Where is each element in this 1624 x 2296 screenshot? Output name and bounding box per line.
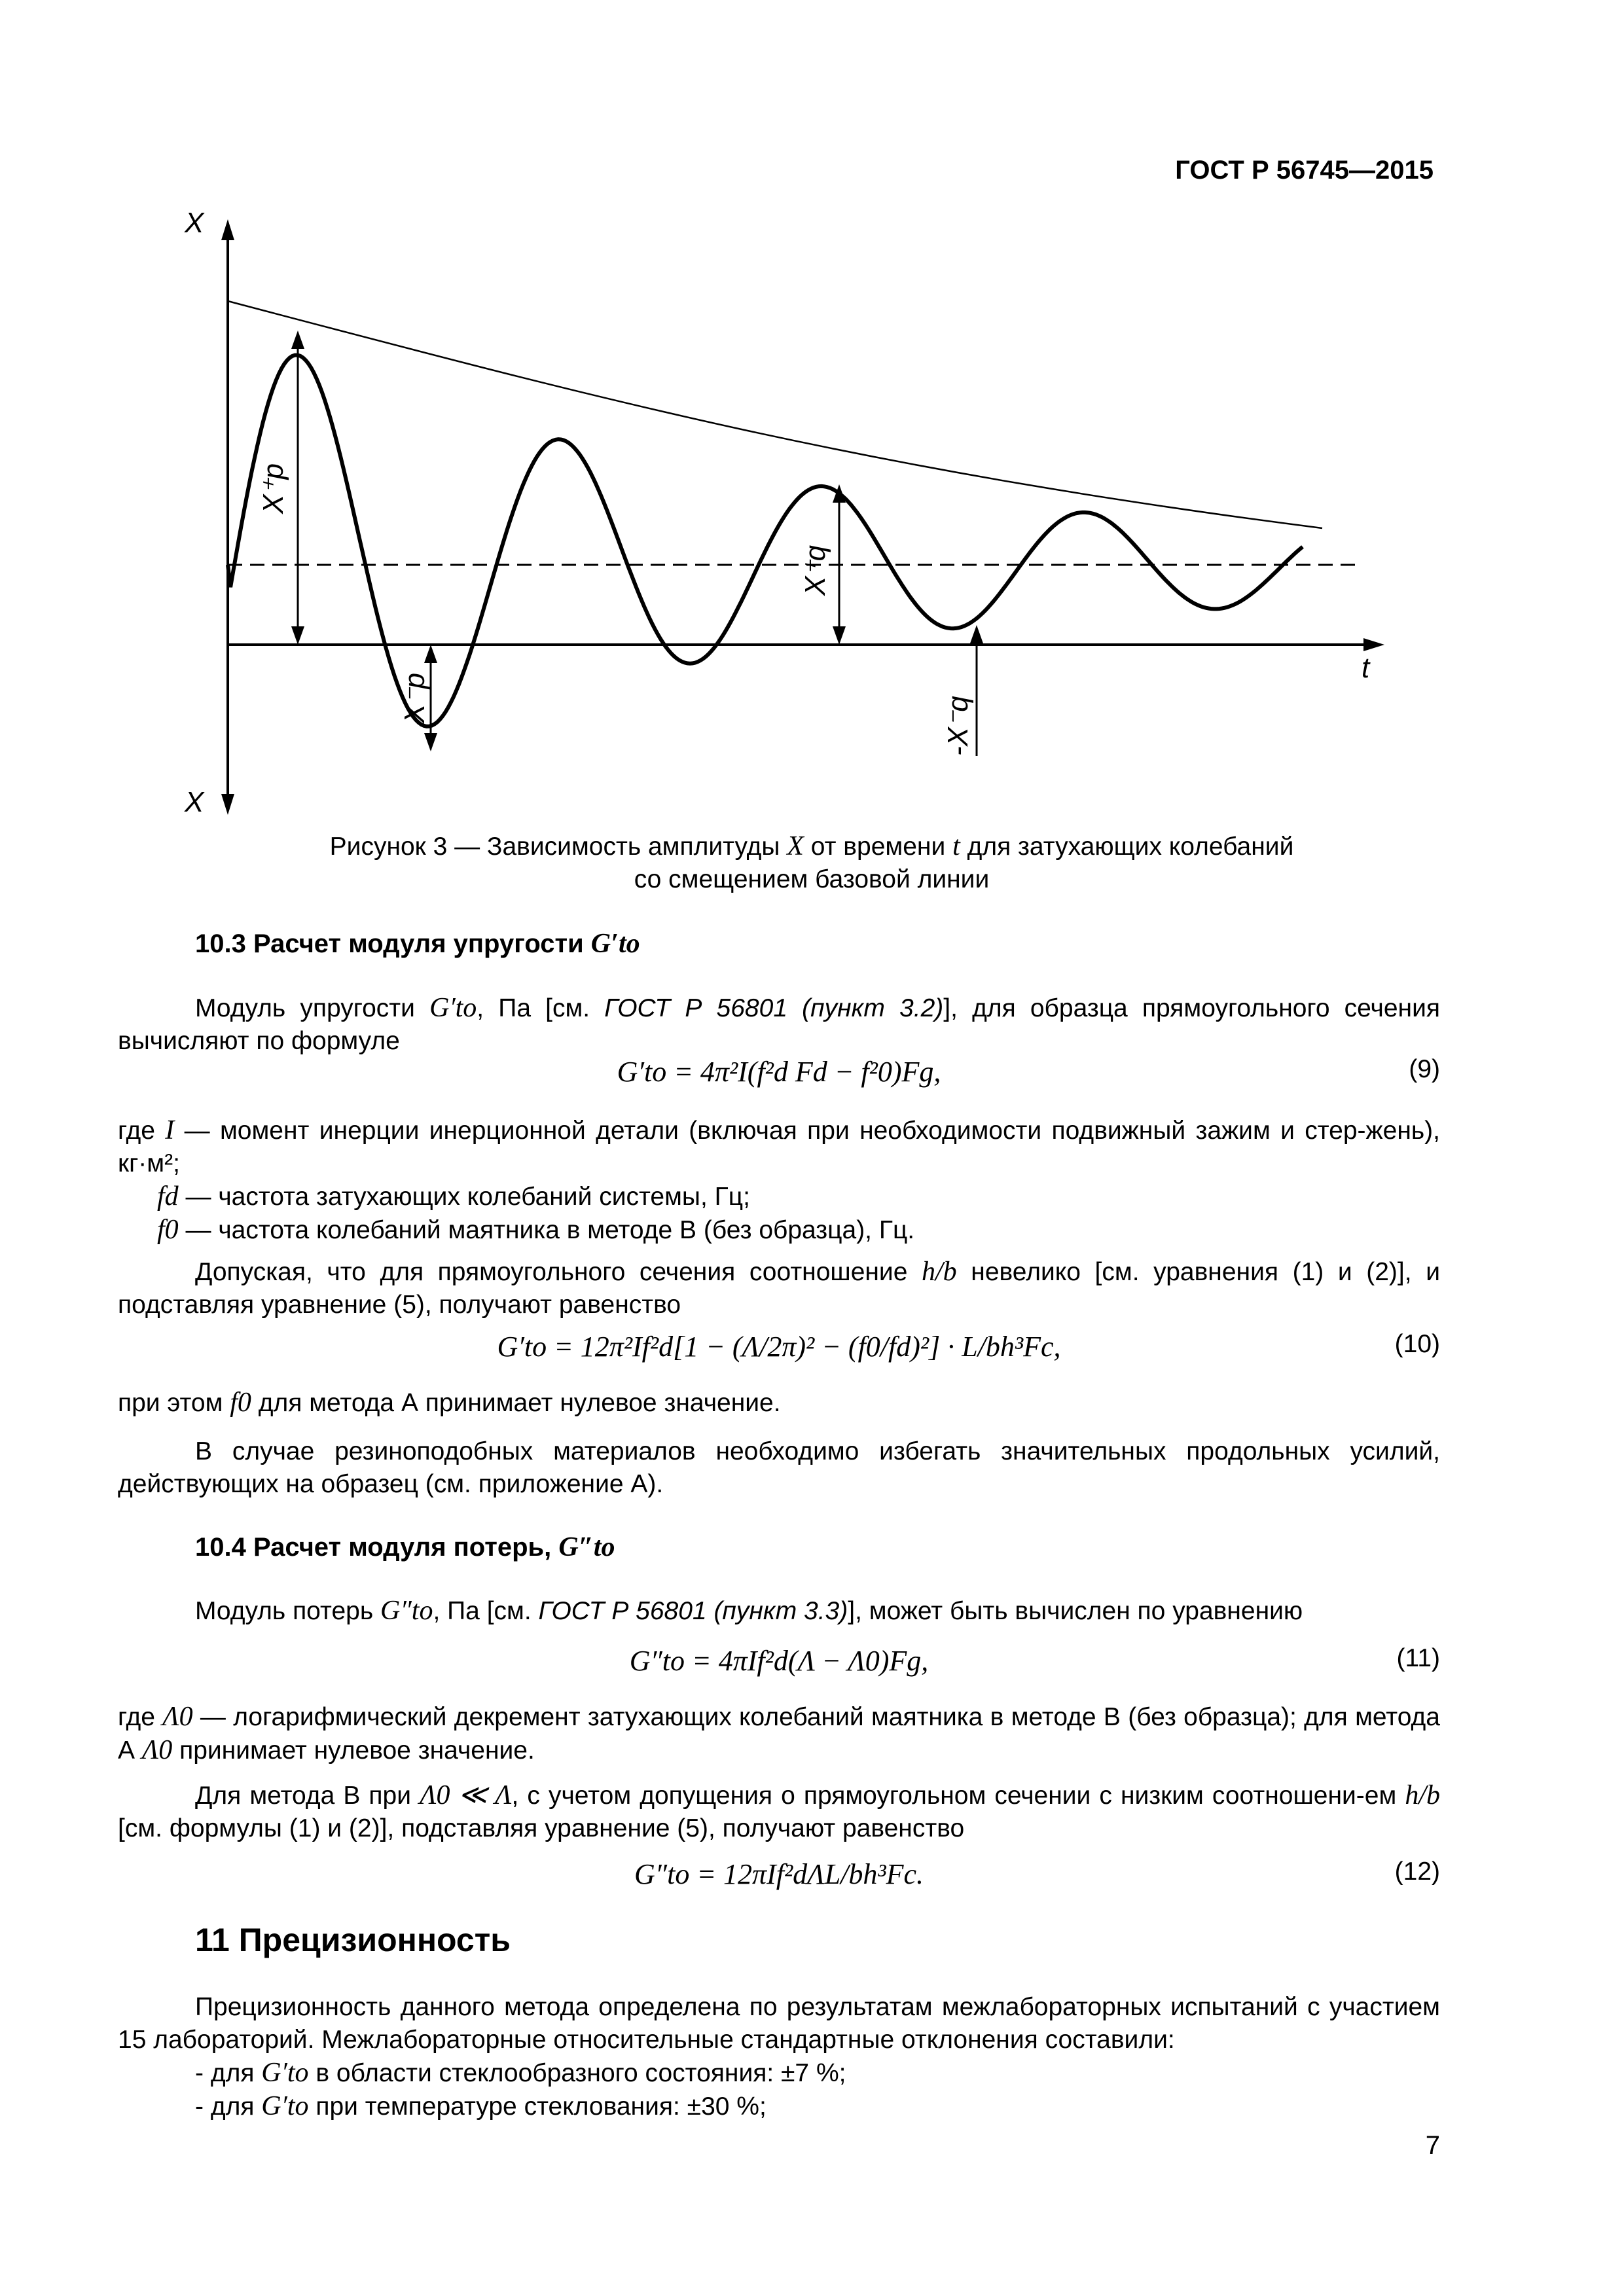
section-10-3-paragraph-2: Допуская, что для прямоугольного сечения соотношение h/b невелико [см. уравнения (1) и (2)], и подставляя уравнение (5), получают равенство <box>118 1257 1440 1319</box>
section-10-3-title: 10.3 Расчет модуля упругости G′to <box>195 929 640 959</box>
label-xp-plus: X⁺p <box>257 463 289 514</box>
section-10-4-title: 10.4 Расчет модуля потерь, G″to <box>195 1532 615 1562</box>
time-axis-arrow <box>1363 638 1384 651</box>
oscillation-curve <box>228 355 1303 726</box>
section-10-4-paragraph-3: Для метода В при Λ0 ≪ Λ, с учетом допущения о прямоугольном сечении с низким соотношени-ем h/b [см. формулы (1) и (2)], подставляя уравнение (5), получают равенство <box>118 1780 1440 1842</box>
section-11-title: 11 Прецизионность <box>195 1922 511 1958</box>
axis-label-x-bottom: X <box>185 786 204 818</box>
axis-label-x-top: X <box>185 207 204 239</box>
axis-arrow-up <box>221 219 234 240</box>
axis-label-t: t <box>1362 652 1370 684</box>
section-10-3-paragraph-3: при этом f0 для метода А принимает нулевое значение. <box>118 1388 781 1418</box>
formula-9: G′to = 4π²I(f²d Fd − f²0)Fg, (9) <box>617 1055 1440 1088</box>
formula-11: G″to = 4πIf²d(Λ − Λ0)Fg, (11) <box>629 1644 1440 1677</box>
formula-10: G′to = 12π²If²d[1 − (Λ/2π)² − (f0/fd)²] · L/bh³Fc, (10) <box>497 1330 1440 1363</box>
section-10-4-paragraph-1: Модуль потерь G″to, Па [см. ГОСТ Р 56801 (пункт 3.3)], может быть вычислен по уравнению <box>195 1596 1303 1626</box>
section-10-3-paragraph-1: Модуль упругости G′to, Па [см. ГОСТ Р 56801 (пункт 3.2)], для образца прямоугольного сечения вычисляют по формуле <box>118 993 1441 1055</box>
section-10-4-paragraph-2: где Λ0 — логарифмический декремент затухающих колебаний маятника в методе В (без образца); для метода А Λ0 принимает нулевое значение. <box>118 1702 1440 1765</box>
section-10-3-paragraph-4: В случае резиноподобных материалов необходимо избегать значительных продольных усилий, действующих на образец (см. приложение А). <box>118 1437 1440 1498</box>
formula-12: G″to = 12πIf²dΛL/bh³Fc. (12) <box>634 1857 1440 1890</box>
document-header: ГОСТ Р 56745—2015 <box>1175 156 1434 185</box>
label-xq-plus: X⁺q <box>799 545 831 596</box>
envelope-curve <box>228 301 1322 528</box>
axis-arrow-down <box>221 794 234 815</box>
page-number: 7 <box>1425 2131 1440 2160</box>
section-11-paragraph-1: Прецизионность данного метода определена по результатам межлабораторных испытаний с участием 15 лабораторий. Межлабораторные относительные стандартные отклонения составили: - для G′to в области стеклообразного состояния: ±7 %; - для G′to при температуре стеклования: ±30 %; <box>118 1993 1440 2121</box>
label-xp-minus: X⁻p <box>399 672 431 723</box>
figure-caption: Рисунок 3 — Зависимость амплитуды X от времени t для затухающих колебаний со смещением базовой линии <box>329 831 1294 893</box>
damped-oscillation-figure <box>131 200 1427 828</box>
formula-9-legend: где I — момент инерции инерционной детали (включая при необходимости подвижный зажим и стер-жень), кг·м²; fd — частота затухающих колебаний системы, Гц; f0 — частота колебаний маятника в методе В (без образца), Гц. <box>118 1115 1440 1245</box>
label-xq-minus: -X⁻q <box>942 696 974 756</box>
